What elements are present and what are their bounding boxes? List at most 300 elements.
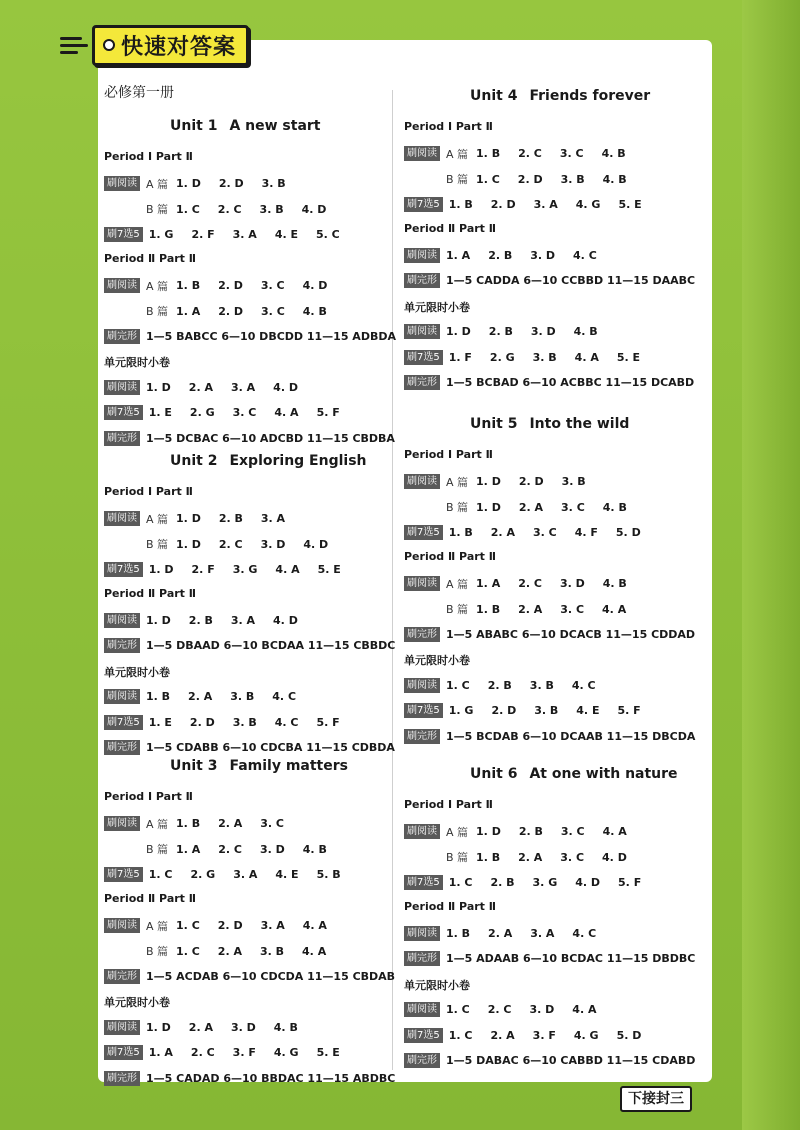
answer-item: 3. B (232, 715, 257, 729)
answer-item: 3. D (230, 1020, 256, 1034)
answer-item: 2. D (218, 304, 244, 318)
answer-item: 4. A (302, 944, 327, 958)
header-title-box (92, 25, 249, 66)
answer-string: 1—5 CDABB 6—10 CDCBA 11—15 CDBDA (146, 741, 395, 754)
exercise-tag: 刷7选5 (404, 525, 443, 540)
period-label (404, 900, 496, 913)
answer-item: 1. D (146, 1020, 171, 1034)
answer-item: 5. C (316, 227, 340, 241)
answer-item: 4. A (602, 825, 627, 838)
period-label (104, 150, 193, 163)
answer-item: 3. B (560, 172, 585, 186)
answer-item: 4. C (573, 248, 597, 262)
answer-item: 3. C (260, 279, 285, 292)
answer-item: 3. A (260, 919, 285, 932)
answer-item: 1. B (446, 926, 471, 940)
answer-item: 2. A (218, 817, 243, 830)
answer-item: 3. B (529, 678, 554, 692)
passage-label: B 篇 (446, 501, 469, 514)
passage-label: A 篇 (446, 147, 469, 161)
passage-label: A 篇 (146, 817, 169, 831)
passage-label: B 篇 (146, 203, 169, 216)
answer-item: 2. B (188, 613, 213, 627)
answer-item: 4. D (301, 202, 327, 216)
answer-item: 4. G (573, 1028, 599, 1042)
answer-item: 2. D (218, 177, 244, 190)
answer-row (104, 816, 302, 832)
answer-item: 3. B (561, 475, 586, 488)
answer-row (404, 1028, 659, 1043)
answer-item: 3. A (230, 380, 256, 394)
exercise-tag: 刷完形 (104, 329, 140, 344)
answer-row (104, 689, 314, 704)
exercise-tag: 刷阅读 (104, 918, 140, 933)
exercise-tag: 刷完形 (404, 627, 440, 642)
answer-item: 3. B (230, 690, 255, 703)
answer-row (104, 511, 303, 527)
answer-row (404, 678, 614, 693)
passage-label: B 篇 (146, 305, 169, 318)
answer-item: 1. B (176, 817, 201, 830)
period-label (104, 790, 193, 803)
answer-row (104, 867, 359, 882)
answer-item: 2. D (517, 172, 543, 186)
exercise-tag: 刷阅读 (404, 474, 440, 489)
answer-item: 3. B (261, 177, 286, 190)
exercise-tag: 刷完形 (404, 375, 440, 390)
answer-item: 2. C (518, 577, 542, 590)
answer-item: 3. B (259, 202, 284, 216)
answer-item: 2. G (190, 867, 216, 881)
period-label (104, 587, 196, 600)
answer-item: 4. B (601, 147, 626, 160)
answer-item: 3. A (230, 613, 256, 627)
exercise-tag: 刷7选5 (104, 867, 143, 882)
answer-item: 1. C (448, 875, 473, 889)
answer-item: 1. C (448, 1028, 473, 1042)
answer-item: 1. D (476, 475, 501, 488)
header-banner (60, 24, 249, 66)
answer-item: 2. A (518, 602, 543, 616)
answer-item: 2. G (189, 406, 215, 419)
column-divider (392, 90, 393, 1070)
answer-item: 4. D (575, 875, 601, 889)
period-text: 单元限时小卷 (104, 996, 170, 1009)
answer-item: 3. C (560, 850, 585, 864)
exercise-tag: 刷完形 (404, 951, 440, 966)
answer-row (404, 474, 604, 490)
answer-string: 1—5 CADDA 6—10 CCBBD 11—15 DAABC (446, 274, 696, 287)
unit-number: Unit 1 (170, 118, 218, 134)
period-text: Period Ⅰ Part Ⅱ (104, 485, 193, 498)
answer-item: 3. B (534, 704, 559, 717)
answer-item: 2. D (518, 475, 544, 488)
exercise-tag: 刷完形 (104, 969, 140, 984)
answer-row (104, 278, 345, 294)
answer-row (404, 350, 658, 365)
exercise-tag: 刷7选5 (404, 197, 443, 212)
answer-item: 2. F (191, 227, 215, 241)
period-text: Period Ⅰ Part Ⅱ (404, 798, 493, 811)
answer-item: 1. C (176, 202, 200, 216)
unit-number: Unit 3 (170, 758, 218, 774)
exercise-tag: 刷完形 (104, 1071, 140, 1086)
answer-item: 5. E (618, 197, 642, 211)
answer-row (404, 576, 645, 592)
answer-item: 1. D (148, 562, 174, 576)
period-text: Period Ⅰ Part Ⅱ (404, 448, 493, 461)
answer-row (404, 525, 659, 540)
answer-item: 1. E (148, 406, 172, 419)
answer-item: 4. C (571, 678, 596, 692)
exercise-tag: 刷阅读 (404, 824, 440, 839)
answer-item: 4. A (302, 919, 327, 932)
exercise-tag: 刷阅读 (104, 278, 140, 293)
answer-item: 1. C (176, 919, 200, 932)
bullet-icon (103, 39, 115, 51)
answer-item: 4. E (274, 227, 298, 241)
period-text: Period Ⅰ Part Ⅱ (104, 150, 193, 163)
answer-item: 1. C (446, 1003, 470, 1016)
period-label (404, 299, 470, 315)
answer-item: 2. A (217, 944, 242, 958)
answer-item: 1. F (448, 350, 472, 364)
answer-item: 2. D (217, 919, 243, 932)
answer-item: 2. D (490, 197, 516, 211)
period-label (104, 892, 196, 905)
answer-item: 3. G (532, 875, 558, 889)
answer-item: 4. A (602, 602, 627, 616)
answer-item: 5. E (616, 350, 641, 364)
exercise-tag: 刷阅读 (104, 380, 140, 395)
answer-item: 1. A (446, 248, 471, 262)
answer-row (104, 227, 358, 242)
answer-row (404, 601, 644, 617)
unit-name: Into the wild (529, 416, 630, 432)
answer-item: 4. D (302, 279, 328, 292)
answer-row (404, 824, 645, 840)
book-spine-strip (742, 0, 800, 1130)
answer-item: 3. B (259, 944, 285, 958)
passage-label: A 篇 (446, 577, 469, 591)
answer-item: 1. G (148, 227, 174, 241)
answer-item: 2. A (188, 380, 213, 394)
answer-row (404, 875, 659, 890)
answer-item: 4. D (303, 537, 329, 551)
passage-label: B 篇 (146, 945, 169, 958)
passage-label: B 篇 (446, 173, 469, 186)
answer-row (404, 197, 660, 212)
answer-row (404, 1002, 614, 1017)
answer-item: 4. A (572, 1003, 597, 1016)
answer-string: 1—5 DCBAC 6—10 ADCBD 11—15 CBDBA (146, 431, 395, 445)
answer-row (104, 841, 345, 857)
answer-item: 1. A (148, 1046, 173, 1059)
answer-item: 3. C (560, 602, 585, 616)
period-text: Period Ⅰ Part Ⅱ (404, 120, 493, 133)
answer-string: 1—5 DABAC 6—10 CABBD 11—15 CDABD (446, 1054, 696, 1067)
speed-lines-icon (60, 33, 90, 57)
period-text: Period Ⅱ Part Ⅱ (104, 892, 197, 905)
answer-row (104, 431, 395, 446)
answer-row (104, 943, 344, 959)
answer-row (104, 303, 345, 319)
answer-item: 5. B (316, 867, 341, 881)
answer-item: 5. F (617, 704, 641, 717)
answer-string: 1—5 ACDAB 6—10 CDCDA 11—15 CBDAB (146, 969, 396, 983)
answer-item: 4. B (273, 1020, 298, 1034)
answer-item: 4. D (273, 613, 298, 627)
answer-row (104, 536, 346, 552)
answer-item: 3. D (530, 325, 556, 338)
answer-item: 1. D (176, 177, 201, 190)
answer-item: 1. B (476, 602, 501, 616)
answer-item: 4. E (275, 867, 299, 881)
answer-item: 1. C (446, 678, 470, 692)
answer-item: 3. C (560, 825, 585, 838)
answer-string: 1—5 ABABC 6—10 DCACB 11—15 CDDAD (446, 627, 696, 641)
answer-item: 2. B (490, 875, 515, 889)
unit-name: Family matters (229, 758, 348, 774)
answer-row (104, 329, 396, 344)
answer-item: 2. A (490, 525, 515, 539)
period-label (104, 664, 170, 680)
answer-item: 4. A (574, 350, 599, 364)
answer-item: 1. D (476, 825, 501, 838)
period-text: Period Ⅱ Part Ⅱ (104, 587, 197, 600)
answer-item: 1. B (448, 197, 473, 211)
exercise-tag: 刷7选5 (104, 405, 143, 420)
answer-item: 4. C (572, 926, 597, 940)
unit-title (470, 766, 678, 782)
answer-item: 5. E (317, 562, 341, 576)
book-title: 必修第一册 (104, 85, 174, 101)
period-label (104, 994, 170, 1010)
answer-item: 1. A (176, 842, 201, 856)
answer-item: 2. F (191, 562, 215, 576)
answer-item: 3. A (533, 197, 558, 211)
answer-item: 3. A (233, 867, 258, 881)
answer-item: 1. D (176, 537, 201, 551)
answer-item: 4. A (275, 562, 300, 576)
answer-item: 1. B (176, 279, 201, 292)
answer-item: 1. D (476, 500, 501, 514)
answer-item: 3. C (559, 147, 584, 160)
answer-row (104, 1020, 316, 1035)
answer-item: 2. G (489, 350, 515, 364)
answer-item: 2. A (488, 926, 513, 940)
answer-item: 4. B (302, 304, 327, 318)
answer-row (404, 627, 695, 642)
answer-item: 1. B (448, 525, 473, 539)
answer-item: 1. A (176, 304, 201, 318)
unit-number: Unit 2 (170, 453, 218, 469)
answer-item: 2. C (217, 202, 242, 216)
exercise-tag: 刷完形 (404, 729, 440, 744)
unit-title (170, 453, 367, 469)
answer-item: 2. C (218, 842, 242, 856)
answer-item: 2. B (518, 825, 543, 838)
answer-item: 4. A (274, 406, 299, 419)
answer-item: 1. D (146, 613, 171, 627)
unit-name: A new start (229, 118, 321, 134)
answer-item: 3. D (530, 248, 556, 262)
answer-item: 4. G (273, 1046, 299, 1059)
answer-item: 4. B (602, 500, 627, 514)
answer-row (404, 146, 644, 162)
answer-item: 4. B (573, 325, 598, 338)
answer-row (104, 918, 345, 934)
answer-item: 3. D (529, 1003, 555, 1016)
answer-item: 2. A (188, 1020, 213, 1034)
answer-item: 2. B (487, 678, 512, 692)
exercise-tag: 刷阅读 (404, 926, 440, 941)
answer-item: 2. B (488, 248, 513, 262)
answer-row (404, 375, 694, 390)
answer-item: 4. E (576, 704, 600, 717)
period-label (104, 354, 170, 370)
answer-item: 3. C (260, 817, 285, 830)
period-label (104, 252, 196, 265)
answer-item: 4. C (274, 715, 299, 729)
continue-tab (620, 1086, 692, 1112)
answer-row (104, 715, 358, 730)
period-text: 单元限时小卷 (104, 665, 170, 679)
unit-title (470, 88, 650, 104)
exercise-tag: 刷7选5 (104, 715, 143, 730)
answer-item: 5. F (316, 715, 340, 729)
answer-item: 2. C (518, 147, 542, 160)
exercise-tag: 刷阅读 (104, 613, 140, 628)
answer-row (104, 1071, 395, 1086)
passage-label: A 篇 (146, 919, 169, 933)
period-label (404, 448, 493, 461)
exercise-tag: 刷7选5 (404, 703, 443, 718)
answer-row (404, 926, 614, 941)
answer-item: 2. D (218, 279, 243, 292)
answer-item: 3. D (260, 537, 286, 551)
answer-item: 4. B (602, 577, 627, 590)
passage-label: B 篇 (146, 538, 169, 551)
answer-row (104, 405, 358, 420)
exercise-tag: 刷阅读 (404, 1002, 440, 1017)
answer-item: 3. G (232, 562, 258, 576)
answer-string: 1—5 BABCC 6—10 DBCDD 11—15 ADBDA (146, 329, 396, 343)
exercise-tag: 刷阅读 (404, 576, 440, 591)
period-text: Period Ⅱ Part Ⅱ (104, 252, 197, 265)
answer-row (104, 613, 316, 628)
answer-item: 4. B (602, 172, 627, 186)
answer-item: 5. D (615, 525, 641, 539)
answer-row (104, 969, 395, 984)
answer-item: 2. B (488, 325, 513, 338)
exercise-tag: 刷阅读 (104, 816, 140, 831)
answer-item: 3. C (261, 304, 285, 318)
answer-row (404, 273, 695, 288)
answer-item: 4. D (273, 380, 298, 394)
answer-row (404, 729, 695, 744)
period-label (404, 652, 470, 668)
unit-name: At one with nature (529, 766, 678, 782)
answer-row (404, 1053, 695, 1068)
period-text: 单元限时小卷 (104, 356, 170, 369)
answer-item: 2. D (491, 704, 517, 717)
exercise-tag: 刷阅读 (404, 248, 440, 263)
passage-label: A 篇 (446, 475, 469, 489)
passage-label: A 篇 (146, 512, 169, 526)
period-text: 单元限时小卷 (404, 654, 470, 667)
exercise-tag: 刷完形 (104, 431, 140, 446)
period-text: 单元限时小卷 (404, 978, 470, 992)
answer-item: 2. D (189, 715, 215, 729)
unit-name: Friends forever (529, 88, 651, 104)
answer-item: 5. F (618, 875, 642, 889)
answer-row (104, 638, 395, 653)
answer-string: 1—5 BCBAD 6—10 ACBBC 11—15 DCABD (446, 376, 695, 389)
answer-row (404, 248, 615, 263)
answer-item: 1. D (176, 512, 201, 525)
exercise-tag: 刷完形 (104, 740, 140, 755)
exercise-tag: 刷7选5 (404, 1028, 443, 1043)
passage-label: A 篇 (446, 825, 469, 839)
exercise-tag: 刷阅读 (104, 1020, 140, 1035)
answer-item: 2. A (518, 500, 544, 514)
answer-row (104, 176, 304, 192)
answer-item: 2. C (190, 1046, 215, 1059)
answer-item: 3. A (232, 227, 257, 241)
answer-row (404, 324, 616, 339)
answer-item: 3. C (232, 406, 257, 419)
exercise-tag: 刷7选5 (104, 1045, 143, 1060)
answer-item: 3. F (232, 1046, 256, 1059)
answer-item: 3. F (532, 1028, 556, 1042)
exercise-tag: 刷7选5 (104, 227, 143, 242)
header-title: 快速对答案 (121, 34, 237, 60)
period-text: Period Ⅱ Part Ⅱ (404, 550, 497, 563)
answer-item: 3. C (561, 500, 585, 514)
answer-item: 3. A (260, 512, 286, 525)
exercise-tag: 刷完形 (104, 638, 140, 653)
exercise-tag: 刷7选5 (404, 350, 443, 365)
answer-row (404, 171, 645, 187)
unit-title (470, 416, 629, 432)
answer-row (404, 703, 659, 718)
answer-item: 1. B (146, 690, 171, 703)
answer-item: 1. C (476, 172, 500, 186)
answer-item: 4. G (575, 197, 601, 211)
period-label (404, 120, 493, 133)
period-text: Period Ⅱ Part Ⅱ (404, 222, 497, 235)
answer-item: 4. D (602, 850, 627, 864)
answer-item: 3. C (532, 525, 557, 539)
period-label (404, 977, 470, 993)
exercise-tag: 刷阅读 (104, 689, 140, 704)
answer-item: 1. G (448, 704, 474, 717)
exercise-tag: 刷阅读 (404, 678, 440, 693)
answer-row (104, 740, 395, 755)
answer-item: 1. C (176, 944, 200, 958)
answer-row (404, 499, 645, 515)
unit-number: Unit 4 (470, 88, 518, 104)
answer-row (104, 562, 359, 577)
answer-string: 1—5 CADAD 6—10 BBDAC 11—15 ABDBC (146, 1071, 396, 1085)
exercise-tag: 刷阅读 (104, 511, 140, 526)
answer-item: 1. A (476, 577, 501, 590)
exercise-tag: 刷阅读 (104, 176, 140, 191)
answer-item: 2. C (218, 537, 243, 551)
continue-label: 下接封三 (628, 1091, 684, 1107)
period-label (404, 798, 493, 811)
